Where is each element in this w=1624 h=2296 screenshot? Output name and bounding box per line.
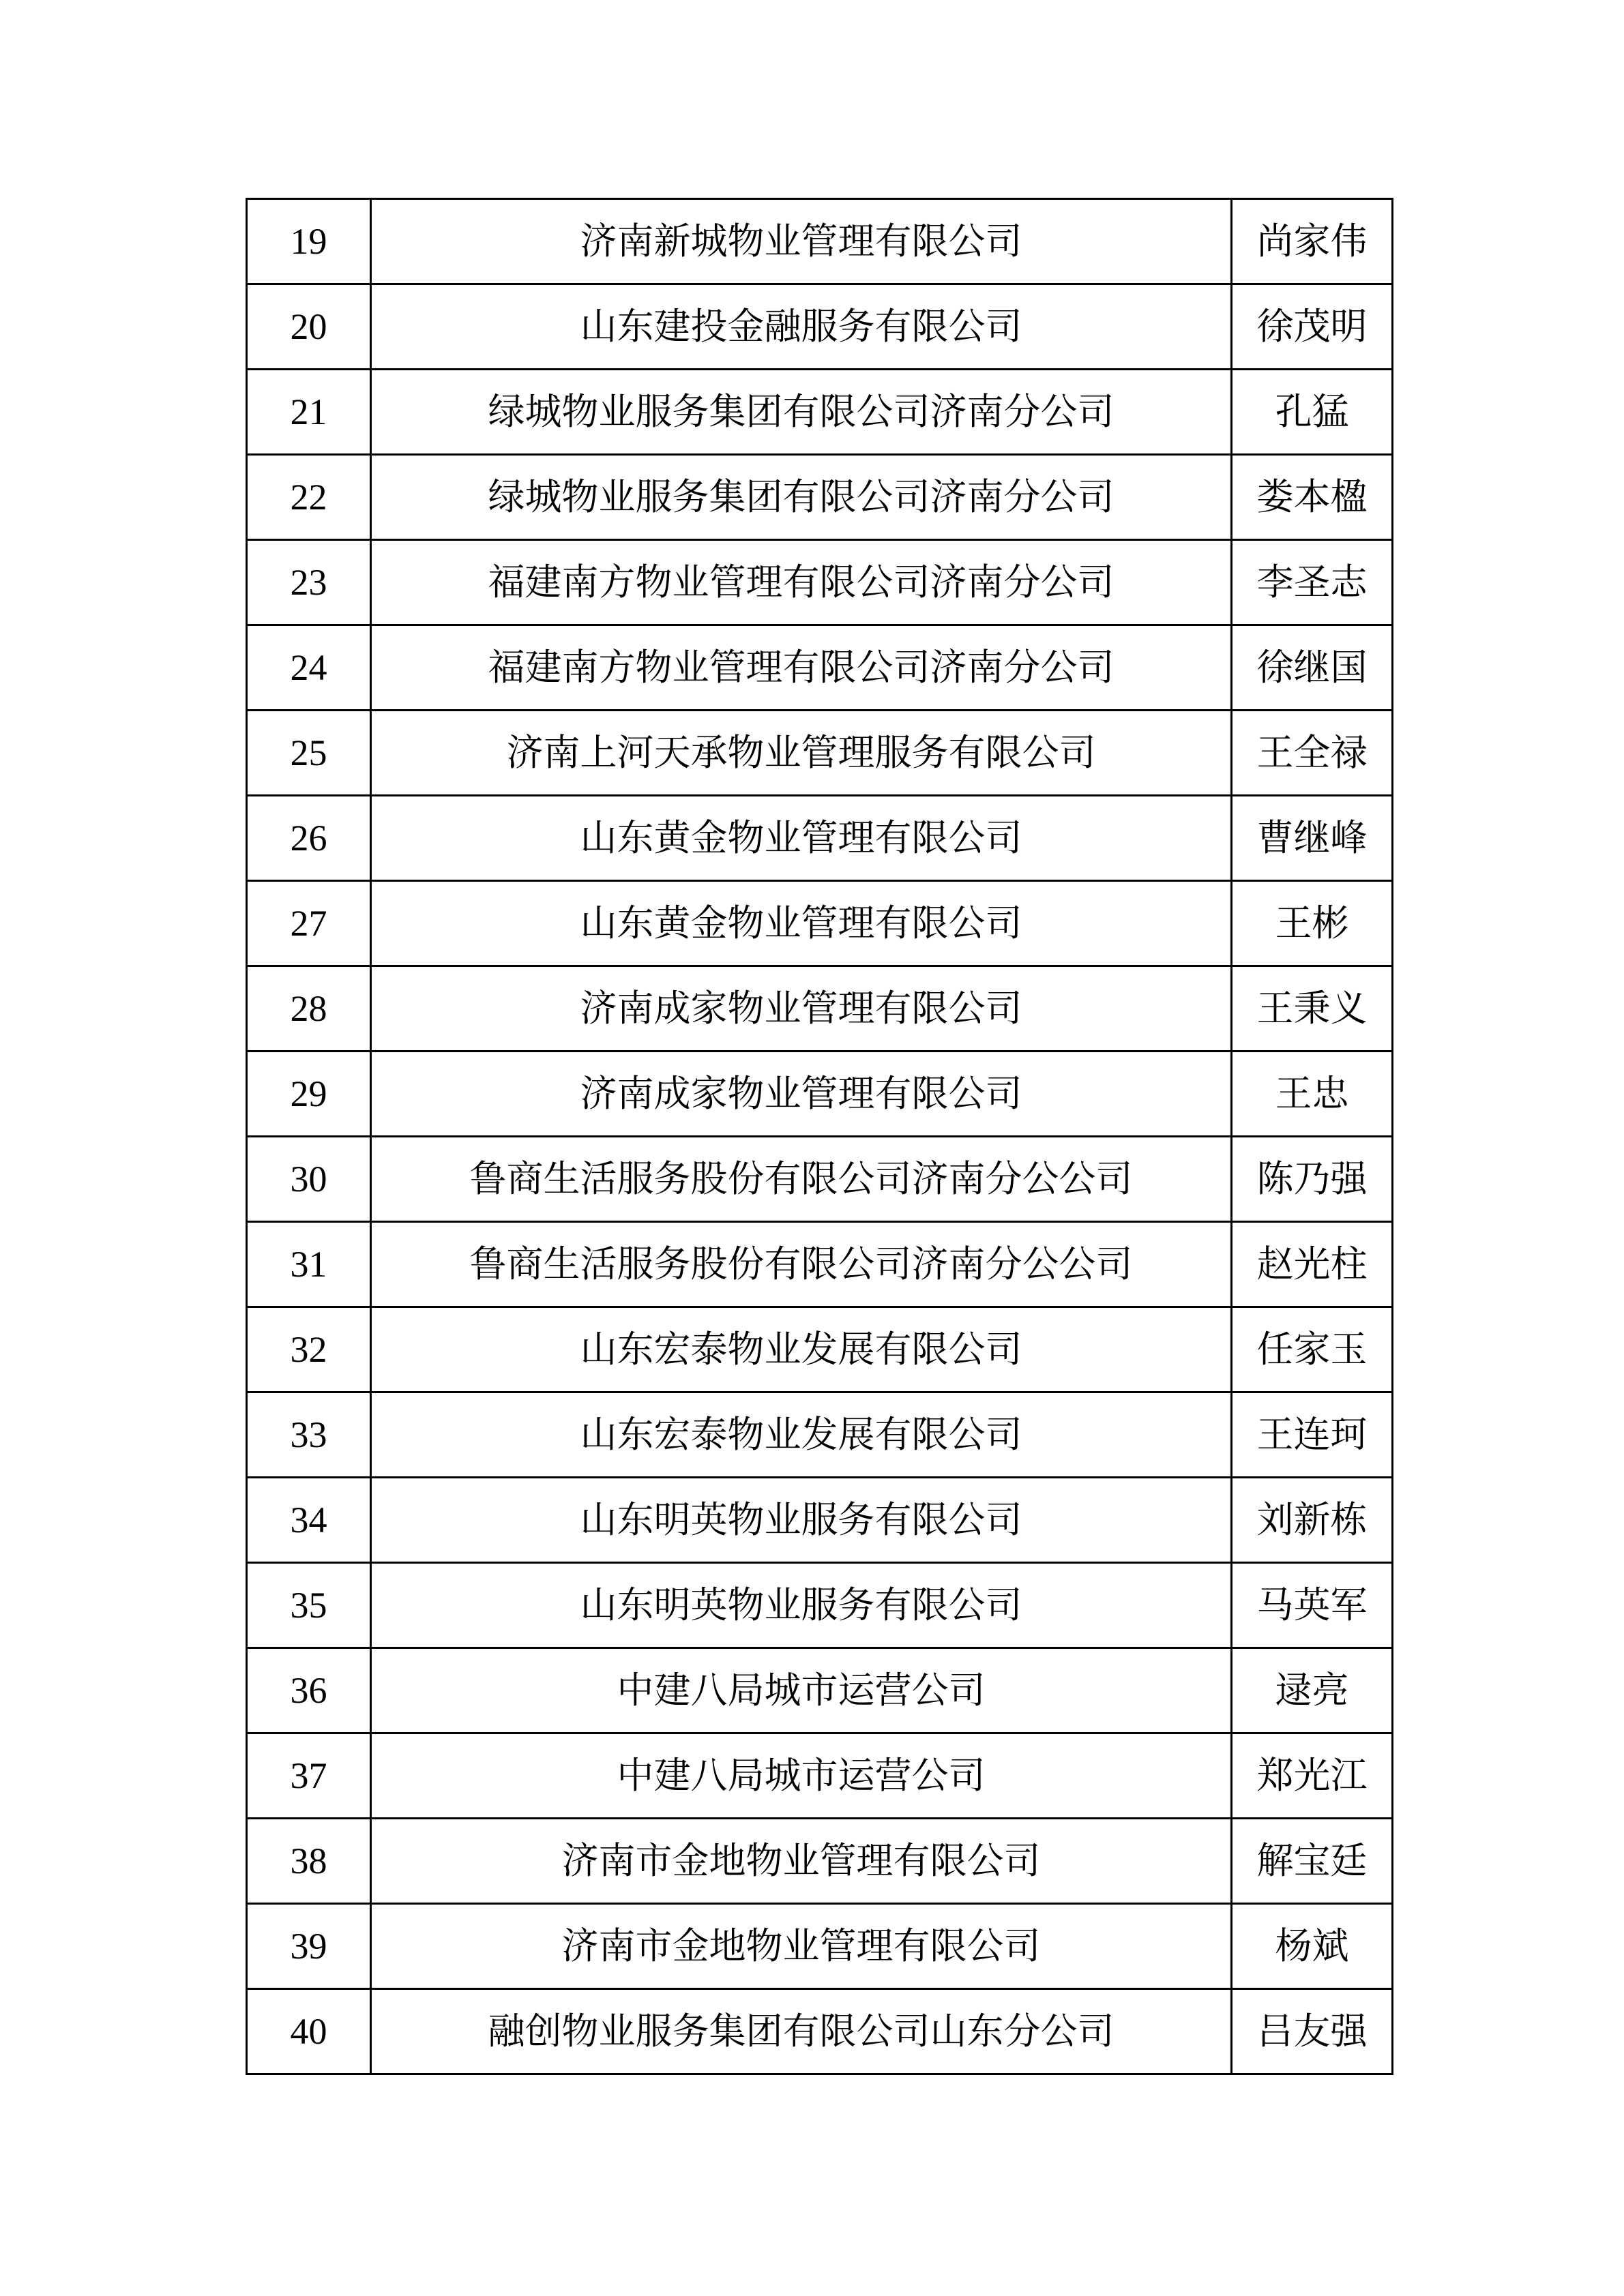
person-name: 马英军	[1232, 1563, 1393, 1648]
table-row	[247, 1648, 1393, 1733]
person-name: 陈乃强	[1232, 1137, 1393, 1222]
company-name: 山东黄金物业管理有限公司	[371, 881, 1232, 966]
person-name: 吕友强	[1232, 1989, 1393, 2074]
table-row	[247, 881, 1393, 966]
row-number: 35	[247, 1563, 371, 1648]
table-row	[247, 1052, 1393, 1137]
row-number: 27	[247, 881, 371, 966]
company-name: 济南成家物业管理有限公司	[371, 966, 1232, 1052]
person-name: 娄本楹	[1232, 455, 1393, 540]
company-name: 中建八局城市运营公司	[371, 1648, 1232, 1733]
table-row	[247, 1392, 1393, 1478]
company-name: 中建八局城市运营公司	[371, 1733, 1232, 1819]
person-name: 王忠	[1232, 1052, 1393, 1137]
company-name: 山东明英物业服务有限公司	[371, 1563, 1232, 1648]
row-number: 20	[247, 284, 371, 370]
row-number: 25	[247, 711, 371, 796]
company-name: 福建南方物业管理有限公司济南分公司	[371, 625, 1232, 711]
row-number: 22	[247, 455, 371, 540]
table-row	[247, 199, 1393, 284]
table-row	[247, 625, 1393, 711]
person-name: 解宝廷	[1232, 1819, 1393, 1904]
table-row	[247, 966, 1393, 1052]
row-number: 32	[247, 1307, 371, 1392]
company-name: 山东黄金物业管理有限公司	[371, 796, 1232, 881]
row-number: 29	[247, 1052, 371, 1137]
table-row	[247, 1989, 1393, 2074]
row-number: 28	[247, 966, 371, 1052]
row-number: 33	[247, 1392, 371, 1478]
company-name: 济南市金地物业管理有限公司	[371, 1904, 1232, 1989]
person-name: 曹继峰	[1232, 796, 1393, 881]
row-number: 38	[247, 1819, 371, 1904]
company-name: 济南成家物业管理有限公司	[371, 1052, 1232, 1137]
table-row	[247, 796, 1393, 881]
table-row	[247, 1819, 1393, 1904]
person-name: 王全禄	[1232, 711, 1393, 796]
table-row	[247, 455, 1393, 540]
person-name: 孔猛	[1232, 370, 1393, 455]
row-number: 34	[247, 1478, 371, 1563]
company-name: 山东宏泰物业发展有限公司	[371, 1307, 1232, 1392]
company-name: 鲁商生活服务股份有限公司济南分公公司	[371, 1222, 1232, 1307]
row-number: 26	[247, 796, 371, 881]
table-row	[247, 1222, 1393, 1307]
table-row	[247, 540, 1393, 625]
person-name: 尚家伟	[1232, 199, 1393, 284]
row-number: 31	[247, 1222, 371, 1307]
company-name: 济南市金地物业管理有限公司	[371, 1819, 1232, 1904]
table-row	[247, 1904, 1393, 1989]
table-row	[247, 284, 1393, 370]
company-name: 济南新城物业管理有限公司	[371, 199, 1232, 284]
company-name: 山东宏泰物业发展有限公司	[371, 1392, 1232, 1478]
row-number: 24	[247, 625, 371, 711]
person-name: 王彬	[1232, 881, 1393, 966]
row-number: 23	[247, 540, 371, 625]
company-name: 绿城物业服务集团有限公司济南分公司	[371, 455, 1232, 540]
company-name: 融创物业服务集团有限公司山东分公司	[371, 1989, 1232, 2074]
person-name: 赵光柱	[1232, 1222, 1393, 1307]
row-number: 30	[247, 1137, 371, 1222]
person-name: 刘新栋	[1232, 1478, 1393, 1563]
company-name: 绿城物业服务集团有限公司济南分公司	[371, 370, 1232, 455]
person-name: 郑光江	[1232, 1733, 1393, 1819]
roster-table	[246, 198, 1393, 2075]
company-name: 山东明英物业服务有限公司	[371, 1478, 1232, 1563]
row-number: 37	[247, 1733, 371, 1819]
person-name: 王秉义	[1232, 966, 1393, 1052]
person-name: 李圣志	[1232, 540, 1393, 625]
row-number: 39	[247, 1904, 371, 1989]
person-name: 任家玉	[1232, 1307, 1393, 1392]
person-name: 王连珂	[1232, 1392, 1393, 1478]
row-number: 36	[247, 1648, 371, 1733]
company-name: 鲁商生活服务股份有限公司济南分公公司	[371, 1137, 1232, 1222]
company-name: 济南上河天承物业管理服务有限公司	[371, 711, 1232, 796]
person-name: 杨斌	[1232, 1904, 1393, 1989]
person-name: 徐继国	[1232, 625, 1393, 711]
table-row	[247, 711, 1393, 796]
row-number: 21	[247, 370, 371, 455]
table-row	[247, 370, 1393, 455]
table-row	[247, 1733, 1393, 1819]
table-row	[247, 1137, 1393, 1222]
table-row	[247, 1563, 1393, 1648]
person-name: 徐茂明	[1232, 284, 1393, 370]
table-row	[247, 1478, 1393, 1563]
person-name: 逯亮	[1232, 1648, 1393, 1733]
row-number: 40	[247, 1989, 371, 2074]
company-name: 山东建投金融服务有限公司	[371, 284, 1232, 370]
row-number: 19	[247, 199, 371, 284]
company-name: 福建南方物业管理有限公司济南分公司	[371, 540, 1232, 625]
table-row	[247, 1307, 1393, 1392]
roster-table-body	[247, 199, 1393, 2074]
